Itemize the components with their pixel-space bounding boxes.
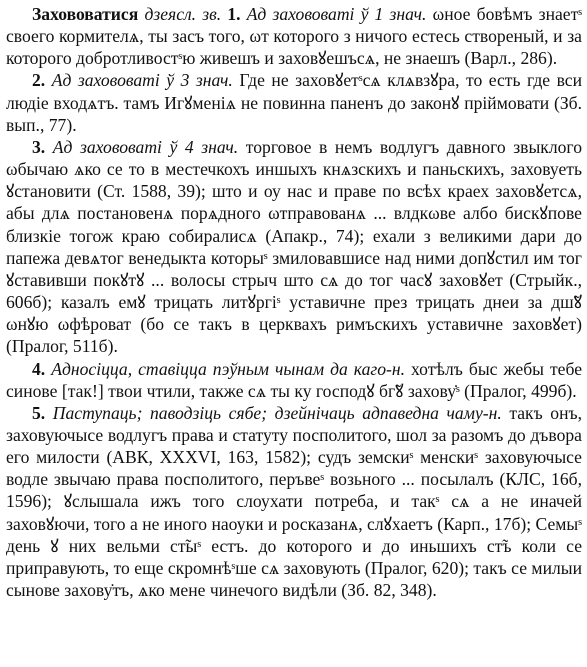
entry-sense-2 xyxy=(6,69,582,135)
entry-sense-3 xyxy=(6,136,582,358)
sense-definition: Ад захововаті ў 1 знач. xyxy=(246,4,427,24)
headword: Захововатися xyxy=(32,4,139,24)
entry-sense-5 xyxy=(6,402,582,601)
sense-citation: такъ онъ, заховуючысе водлугъ права и статуту посполитого, шол за разомъ до дъвора его милости (АВК, XXXVI, 163, 1582); судъ земскиˢ менскиˢ заховуючысе водле звычаю права посполитого, перъвеˢ возьного ... посылалъ (КЛС, 16б, 1596); ꙋслышала ижъ того слоухати потреба, и такˢ сѧ а не иначей заховꙋючи, того а не иного наоуки и росказанѧ, слꙋхаетъ (Карп., 17б); Семыˢ день ꙋ них вельми ст̃ыˢ естъ. до которого и до иньшихъ ст̃ъ коли се приправують, то еще скромнѣˢше сѧ заховують (Пралог, 620); такъ се милыи сынове захову̇тъ, ѧко мене чинечого видѣли (Зб. 82, 348). xyxy=(6,402,582,601)
sense-citation: хотѣлъ быс жебы тебе синове [так!] твои чтили, также сѧ ты ку господꙋ бг̃ꙋ захову̇ˢ (Пралог, 499б). xyxy=(6,358,582,401)
entry-sense-4 xyxy=(6,358,582,402)
sense-definition: Адносіцца, ставіцца пэўным чынам да каго-н. xyxy=(51,358,406,379)
sense-definition: Ад захововаті ў 4 знач. xyxy=(52,136,239,157)
sense-number: 3. xyxy=(32,136,46,157)
sense-citation: ωное бовѣмъ знаетˢ своего кормителѧ, ты засъ того, ωт которого з ничого естесь створеный, и за которого добротливостˢю живешъ и заховꙋешъсѧ, не знаешъ (Варл., 286). xyxy=(6,4,583,69)
entry-sense-1 xyxy=(6,3,582,69)
grammar-label: дзеясл. зв. xyxy=(144,4,222,24)
sense-citation: торговое в немъ водлугъ давного звыклого ωбычаю ѧко се то в местечкохъ иншыхъ кнѧзскихъ и паньскихъ, заховуеть ꙋстановити (Ст. 1588, 39); што и оу нас и праве по всѣх краех заховꙋетсѧ, абы длѧ постановенѧ порѧдного ωтправованѧ ... влдкωве албо бискꙋпове близкіе тогож краю собиралисѧ (Апакр., 74); ехали з великими дари до папежа девѧтог венедыкта которыˢ змиловавшисе над ними допꙋстил им тог ꙋставивши покꙋтꙋ ... волосы стрыч што сѧ до тог часꙋ заховꙋет (Стрыйк., 606б); казалъ емꙋ трицать литꙋргіˢ уставичне през трицать днеи за дш̃ꙋ ωнꙋю ωфѣроват (бо се такъ в церквахъ римъскихъ уставичне заховꙋет) (Пралог, 511б). xyxy=(6,136,583,357)
sense-number: 1. xyxy=(227,4,241,24)
sense-number: 2. xyxy=(32,70,46,91)
sense-number: 5. xyxy=(32,402,46,423)
sense-definition: Паступаць; паводзіць сябе; дзейнічаць адпаведна чаму-н. xyxy=(52,402,502,423)
sense-definition: Ад захововаті ў 3 знач. xyxy=(51,70,233,91)
sense-number: 4. xyxy=(32,358,46,379)
sense-citation: Где не заховꙋетˢсѧ клѧвзꙋра, то есть где вси людіе входѧтъ. тамъ Игꙋменіѧ не повинна паненъ до законꙋ пріймовати (Зб. вып., 77). xyxy=(6,70,583,135)
